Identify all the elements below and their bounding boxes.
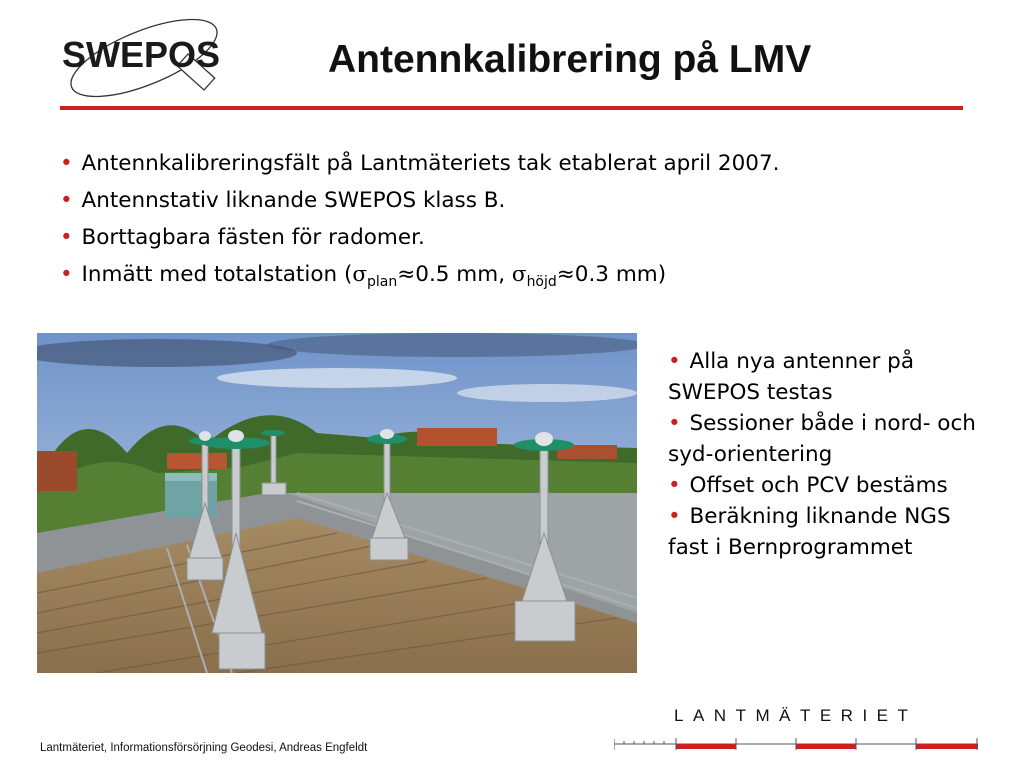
- bullet-dot: •: [60, 225, 73, 250]
- side-bullet-item: • Beräkning liknande NGS fast i Bernprogrammet: [668, 504, 951, 560]
- bullet-item: • Borttagbara fästen för radomer.: [60, 225, 425, 250]
- bullet-dot: •: [668, 411, 681, 436]
- hojd-subscript: höjd: [526, 274, 557, 290]
- side-bullet-item: • Offset och PCV bestäms: [668, 473, 948, 498]
- swepos-logo: [60, 12, 232, 104]
- bullet-dot: •: [60, 262, 73, 287]
- bullet-dot: •: [668, 349, 681, 374]
- slide-title: Antennkalibrering på LMV: [328, 38, 812, 81]
- bullet-dot: •: [668, 473, 681, 498]
- lantmateriet-scale-bar: [614, 730, 978, 750]
- bullet-item: • Antennkalibreringsfält på Lantmäteriets tak etablerat april 2007.: [60, 151, 780, 176]
- bullet-dot: •: [60, 188, 73, 213]
- side-bullet-item: • Alla nya antenner på SWEPOS testas: [668, 349, 914, 405]
- side-bullet-list: [668, 346, 988, 563]
- bullet-dot: •: [60, 151, 73, 176]
- side-bullet-item: • Sessioner både i nord- och syd-orientering: [668, 411, 976, 467]
- footer-credit: Lantmäteriet, Informationsförsörjning Geodesi, Andreas Engfeldt: [40, 742, 368, 754]
- rooftop-antenna-photo: [37, 333, 637, 673]
- sigma-symbol: σ: [511, 262, 527, 287]
- bullet-item: • Antennstativ liknande SWEPOS klass B.: [60, 188, 506, 213]
- logo-text: SWEPOS: [62, 34, 221, 75]
- plan-subscript: plan: [367, 274, 398, 290]
- title-divider: [60, 106, 963, 110]
- sigma-symbol: σ: [352, 262, 368, 287]
- main-bullet-list: [60, 145, 779, 301]
- bullet-item-measurement: • Inmätt med totalstation ($\sigma_{plan}\approx 0.5$ mm, $\sigma_{höjd}\approx 0.3$ mm): [60, 262, 667, 290]
- bullet-dot: •: [668, 504, 681, 529]
- lantmateriet-wordmark: LANTMÄTERIET: [674, 706, 918, 725]
